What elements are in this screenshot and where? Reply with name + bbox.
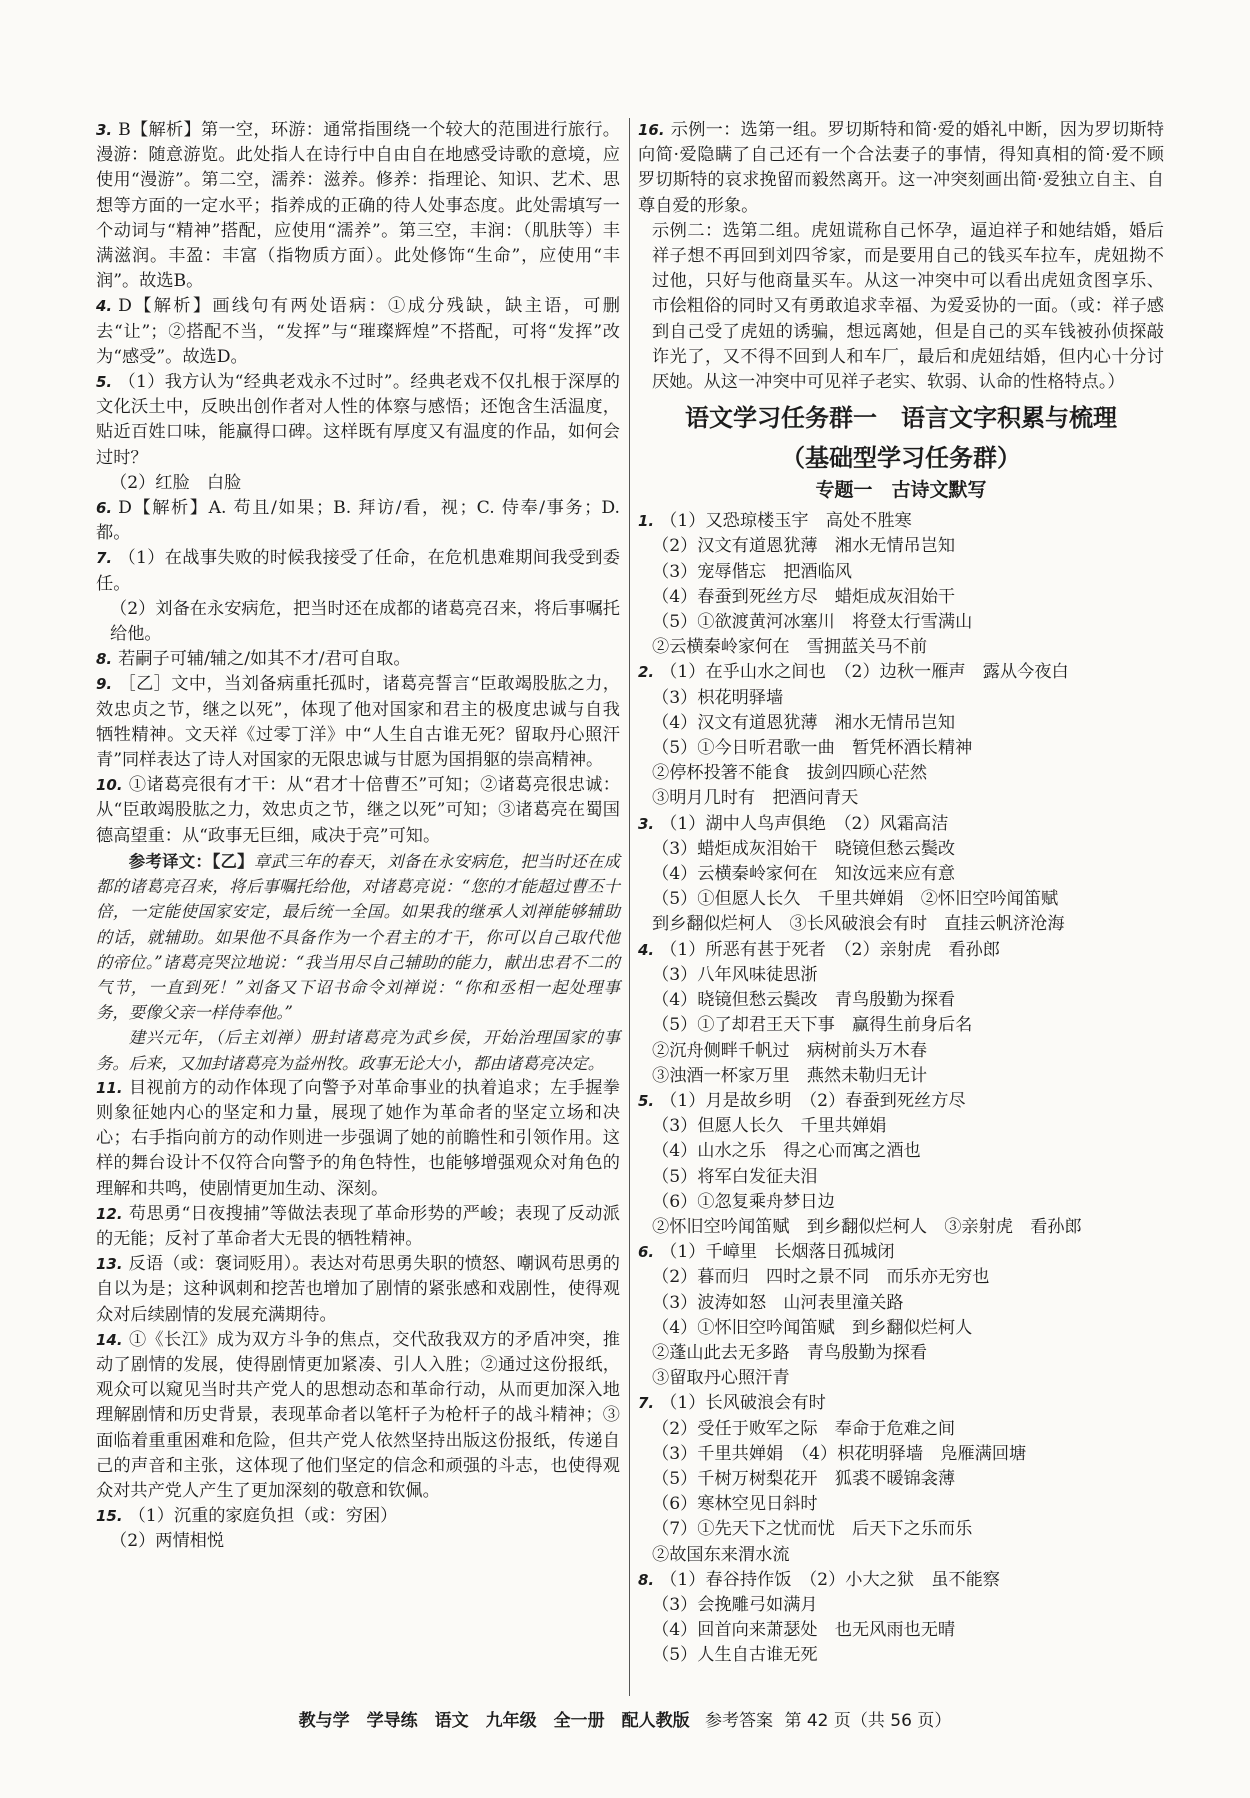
answer-text: D【解析】画线句有两处语病：①成分残缺，缺主语，可删去“让”；②搭配不当，“发挥”与“璀璨辉煌”不搭配，可将“发挥”改为“感受”。故选D。 bbox=[96, 296, 620, 367]
recitation-line: （1）湖中人鸟声俱绝 （2）风霜高洁 bbox=[660, 813, 949, 834]
recitation-line: （4）云横秦岭家何在 知汝远来应有意 bbox=[652, 864, 956, 885]
translation-label: 参考译文：【乙】 bbox=[128, 851, 254, 871]
recitation-line: ②怀旧空吟闻笛赋 到乡翻似烂柯人 ③亲射虎 看孙郎 bbox=[652, 1216, 1082, 1237]
recitation-line: （5）①欲渡黄河冰塞川 将登太行雪满山 bbox=[652, 612, 973, 633]
answer-number: 8. bbox=[638, 1570, 655, 1589]
recitation-line: ③留取丹心照汗青 bbox=[652, 1368, 790, 1389]
answer-number: 6. bbox=[638, 1243, 655, 1262]
recitation-item bbox=[638, 1240, 1164, 1391]
answer-text: 反语（或：褒词贬用）。表达对苟思勇失职的愤怒、嘲讽苟思勇的自以为是；这种讽刺和挖苦也增加了剧情的紧张感和戏剧性，使得观众对后续剧情的发展充满期待。 bbox=[96, 1254, 620, 1325]
answer-number: 8. bbox=[96, 650, 113, 669]
answer-item bbox=[96, 1202, 620, 1252]
answer-number: 1. bbox=[638, 512, 655, 531]
right-column bbox=[638, 118, 1164, 1669]
answer-subpart: （2）刘备在永安病危，把当时还在成都的诸葛亮召来，将后事嘱托给他。 bbox=[110, 598, 620, 645]
recitation-line: （1）长风破浪会有时 bbox=[660, 1393, 826, 1414]
recitation-line: （5）①今日听君歌一曲 暂凭杯酒长精神 bbox=[652, 738, 973, 759]
answer-item bbox=[96, 1328, 620, 1504]
recitation-line: （3）波涛如怒 山河表里潼关路 bbox=[652, 1292, 904, 1313]
recitation-item bbox=[638, 1391, 1164, 1567]
answer-subpart: （2）红脸 白脸 bbox=[110, 472, 242, 493]
recitation-line: （1）月是故乡明 （2）春蚕到死丝方尽 bbox=[660, 1090, 966, 1111]
recitation-line: （6）寒林空见日斜时 bbox=[652, 1494, 818, 1515]
answer-text: D【解析】A. 苟且/如果；B. 拜访/看，视；C. 侍奉/事务；D. 都。 bbox=[96, 498, 620, 544]
answer-subpart: （2）两情相悦 bbox=[110, 1531, 225, 1552]
recitation-line: ②蓬山此去无多路 青鸟殷勤为探看 bbox=[652, 1342, 928, 1363]
answer-text: ①诸葛亮很有才干：从“君才十倍曹丕”可知；②诸葛亮很忠诚：从“臣敢竭股肱之力，效忠贞之节，继之以死”可知；③诸葛亮在蜀国德高望重：从“政事无巨细，咸决于亮”可知。 bbox=[96, 775, 620, 846]
recitation-line: （3）但愿人长久 千里共婵娟 bbox=[652, 1116, 887, 1137]
page-footer bbox=[0, 1706, 1250, 1731]
recitation-line: （2）汉文有道恩犹薄 湘水无情吊岂知 bbox=[652, 536, 956, 557]
recitation-item bbox=[638, 1568, 1164, 1669]
answer-item bbox=[96, 1252, 620, 1328]
recitation-line: （3）千里共婵娟 （4）枳花明驿墙 凫雁满回塘 bbox=[652, 1443, 1027, 1464]
answer-item bbox=[96, 1504, 620, 1554]
recitation-line: ②停杯投箸不能食 拔剑四顾心茫然 bbox=[652, 763, 928, 784]
recitation-line: （3）枳花明驿墙 bbox=[652, 687, 784, 708]
recitation-line: （7）①先天下之忧而忧 后天下之乐而乐 bbox=[652, 1519, 973, 1540]
answer-item bbox=[96, 370, 620, 496]
recitation-item bbox=[638, 660, 1164, 811]
answer-number: 7. bbox=[96, 549, 113, 568]
recitation-line: （2）受任于败军之际 奉命于危难之间 bbox=[652, 1418, 956, 1439]
answer-number: 4. bbox=[96, 297, 113, 316]
answer-number: 5. bbox=[638, 1091, 655, 1110]
left-column bbox=[96, 118, 620, 1555]
answer-number: 3. bbox=[638, 814, 655, 833]
section-title-sub: （基础型学习任务群） bbox=[781, 444, 1021, 473]
answer-text: 目视前方的动作体现了向警予对革命事业的执着追求；左手握拳则象征她内心的坚定和力量，展现了她作为革命者的坚定立场和决心；右手指向前方的动作则进一步强调了她的前瞻性和引领作用。这样的舞台设计不仅符合向警予的角色特性，也能够增强观众对角色的理解和共鸣，使剧情更加生动、深刻。 bbox=[96, 1077, 620, 1199]
footer-page-number: 第 42 页（共 56 页） bbox=[784, 1711, 952, 1731]
recitation-line: ③浊酒一杯家万里 燕然未勒归无计 bbox=[652, 1065, 928, 1086]
answer-number: 15. bbox=[96, 1507, 123, 1526]
answer-item bbox=[96, 773, 620, 849]
answer-number: 4. bbox=[638, 940, 655, 959]
recitation-line: （5）人生自古谁无死 bbox=[652, 1645, 818, 1666]
answer-item bbox=[638, 118, 1164, 395]
translation-para-2: 建兴元年，（后主刘禅）册封诸葛亮为武乡侯，开始治理国家的事务。后来，又加封诸葛亮为益州牧。政事无论大小，都由诸葛亮决定。 bbox=[96, 1028, 620, 1073]
footer-section: 参考答案 bbox=[705, 1711, 774, 1731]
answer-text: 若嗣子可辅/辅之/如其不才/君可自取。 bbox=[118, 649, 411, 670]
recitation-line: （4）晓镜但愁云鬓改 青鸟殷勤为探看 bbox=[652, 990, 956, 1011]
recitation-item bbox=[638, 1089, 1164, 1240]
recitation-line: （4）回首向来萧瑟处 也无风雨也无晴 bbox=[652, 1620, 956, 1641]
recitation-line: （4）春蚕到死丝方尽 蜡炬成灰泪始干 bbox=[652, 586, 956, 607]
answer-number: 6. bbox=[96, 499, 113, 518]
recitation-line: （6）①忽复乘舟梦日边 bbox=[652, 1191, 835, 1212]
recitation-line: （5）千树万树梨花开 狐裘不暖锦衾薄 bbox=[652, 1468, 956, 1489]
answer-item bbox=[96, 496, 620, 546]
answer-number: 5. bbox=[96, 373, 113, 392]
answer-text: 示例一：选第一组。罗切斯特和简·爱的婚礼中断，因为罗切斯特向简·爱隐瞒了自己还有一个合法妻子的事情，得知真相的简·爱不顾罗切斯特的哀求挽留而毅然离开。这一冲突刻画出简·爱独立自主、自尊自爱的形象。 bbox=[638, 120, 1164, 216]
answer-number: 7. bbox=[638, 1394, 655, 1413]
recitation-line: （4）汉文有道恩犹薄 湘水无情吊岂知 bbox=[652, 712, 956, 733]
answer-text: ①《长江》成为双方斗争的焦点，交代敌我双方的矛盾冲突，推动了剧情的发展，使得剧情更加紧凑、引人入胜；②通过这份报纸，观众可以窥见当时共产党人的思想动态和革命行动，从而更加深入地理解剧情和历史背景，表现革命者以笔杆子为枪杆子的战斗精神；③面临着重重困难和危险，但共产党人依然坚持出版这份报纸，传递自己的声音和主张，这体现了他们坚定的信念和顽强的斗志，也使得观众对共产党人产生了更加深刻的敬意和钦佩。 bbox=[96, 1329, 620, 1501]
answer-item bbox=[96, 672, 620, 773]
column-divider bbox=[629, 118, 630, 1696]
recitation-line: （1）在乎山水之间也 （2）边秋一雁声 露从今夜白 bbox=[660, 662, 1069, 683]
recitation-item bbox=[638, 812, 1164, 938]
recitation-line: ②云横秦岭家何在 雪拥蓝关马不前 bbox=[652, 637, 928, 658]
recitation-line: ②故国东来渭水流 bbox=[652, 1544, 790, 1565]
recitation-line: （5）①但愿人长久 千里共婵娟 ②怀旧空吟闻笛赋 bbox=[652, 889, 1059, 910]
answer-item bbox=[96, 546, 620, 647]
footer-brand: 教与学 学导练 语文 九年级 全一册 配人教版 bbox=[298, 1711, 690, 1731]
recitation-line: （4）山水之乐 得之心而寓之酒也 bbox=[652, 1141, 921, 1162]
recitation-line: （5）将军白发征夫泪 bbox=[652, 1166, 818, 1187]
answer-item bbox=[96, 1076, 620, 1202]
recitation-line: （5）①了却君王天下事 赢得生前身后名 bbox=[652, 1015, 973, 1036]
answer-number: 16. bbox=[638, 121, 665, 139]
answer-text: （1）我方认为“经典老戏永不过时”。经典老戏不仅扎根于深厚的文化沃土中，反映出创作者对人性的体察与感悟；还饱含生活温度，贴近百姓口味，能赢得口碑。这样既有厚度又有温度的作品，如何会过时？ bbox=[96, 372, 620, 468]
translation-block bbox=[96, 849, 620, 1076]
answer-number: 10. bbox=[96, 776, 123, 795]
answer-item bbox=[96, 118, 620, 294]
recitation-line: ③明月几时有 把酒问青天 bbox=[652, 788, 859, 809]
answer-number: 2. bbox=[638, 663, 655, 682]
recitation-line: （3）八年风味徒思浙 bbox=[652, 964, 818, 985]
answer-text: ［乙］文中，当刘备病重托孤时，诸葛亮誓言“臣敢竭股肱之力，效忠贞之节，继之以死”，体现了他对国家和君主的极度忠诚与自我牺牲精神。文天祥《过零丁洋》中“人生自古谁无死？留取丹心照汗青”同样表达了诗人对国家的无限忠诚与甘愿为国捐躯的崇高精神。 bbox=[96, 674, 620, 771]
recitation-line: ②沉舟侧畔千帆过 病树前头万木春 bbox=[652, 1040, 928, 1061]
answer-item bbox=[96, 294, 620, 370]
answer-number: 14. bbox=[96, 1330, 123, 1349]
recitation-line: （1）千嶂里 长烟落日孤城闭 bbox=[660, 1242, 895, 1263]
translation-para-1 bbox=[96, 849, 620, 1025]
recitation-item bbox=[638, 938, 1164, 1089]
answer-text: （1）在战事失败的时候我接受了任命，在危机患难期间我受到委任。 bbox=[96, 548, 620, 594]
answer-item bbox=[96, 647, 620, 672]
recitation-line: （1）春谷持作饭 （2）小大之狱 虽不能察 bbox=[660, 1569, 1000, 1590]
translation-text-1: 章武三年的春天，刘备在永安病危，把当时还在成都的诸葛亮召来，将后事嘱托给他，对诸葛亮说：“您的才能超过曹丕十倍，一定能使国家安定，最后统一全国。如果我的继承人刘禅能够辅助的话，就辅助。如果他不具备作为一个君主的才干，你可以自己取代他的帝位。”诸葛亮哭泣地说：“我当用尽自己辅助的能力，献出忠君不二的气节，一直到死！”刘备又下诏书命令刘禅说：“你和丞相一起处理事务，要像父亲一样侍奉他。” bbox=[96, 851, 620, 1023]
answer-number: 3. bbox=[96, 121, 113, 139]
recitation-line: （3）宠辱偕忘 把酒临风 bbox=[652, 561, 852, 582]
recitation-line: （2）暮而归 四时之景不同 而乐亦无穷也 bbox=[652, 1267, 990, 1288]
recitation-line: 到乡翻似烂柯人 ③长风破浪会有时 直挂云帆济沧海 bbox=[652, 914, 1065, 935]
section-title: 语文学习任务群一 语言文字积累与梳理 bbox=[685, 404, 1117, 433]
section-subtitle: 专题一 古诗文默写 bbox=[815, 479, 987, 502]
answer-text: 苟思勇“日夜搜捕”等做法表现了革命形势的严峻；表现了反动派的无能；反衬了革命者大无畏的牺牲精神。 bbox=[96, 1203, 620, 1249]
answer-number: 13. bbox=[96, 1255, 123, 1274]
answer-text: B【解析】第一空，环游：通常指围绕一个较大的范围进行旅行。漫游：随意游览。此处指人在诗行中自由自在地感受诗歌的意境，应使用“漫游”。第二空，濡养：滋养。修养：指理论、知识、艺术、思想等方面的一定水平；指养成的正确的待人处事态度。此处需填写一个动词与“精神”搭配，应使用“濡养”。第三空，丰润：（肌肤等）丰满滋润。丰盈：丰富（指物质方面）。此处修饰“生命”，应使用“丰润”。故选B。 bbox=[96, 120, 620, 292]
recitation-line: （3）蜡炬成灰泪始干 晓镜但愁云鬓改 bbox=[652, 838, 956, 859]
recitation-item bbox=[638, 509, 1164, 660]
recitation-line: （4）①怀旧空吟闻笛赋 到乡翻似烂柯人 bbox=[652, 1317, 973, 1338]
answer-number: 9. bbox=[96, 675, 113, 694]
recitation-line: （1）又恐琼楼玉宇 高处不胜寒 bbox=[660, 511, 912, 532]
answer-number: 11. bbox=[96, 1078, 123, 1097]
answer-text: （1）沉重的家庭负担（或：穷困） bbox=[128, 1506, 398, 1527]
recitation-line: （1）所恶有甚于死者 （2）亲射虎 看孙郎 bbox=[660, 939, 1000, 960]
answer-paragraph: 示例二：选第二组。虎妞谎称自己怀孕，逼迫祥子和她结婚，婚后祥子想不再回到刘四爷家，而是要用自己的钱买车拉车，虎妞拗不过他，只好与他商量买车。从这一冲突中可以看出虎妞贪图享乐、市侩粗俗的同时又有勇敢追求幸福、为爱妥协的一面。（或：祥子感到自己受了虎妞的诱骗，想远离她，但是自己的买车钱被孙侦探敲诈光了，又不得不回到人和车厂，最后和虎妞结婚，但内心十分讨厌她。从这一冲突中可见祥子老实、软弱、认命的性格特点。） bbox=[652, 220, 1164, 393]
answer-number: 12. bbox=[96, 1204, 123, 1223]
recitation-line: （3）会挽雕弓如满月 bbox=[652, 1594, 818, 1615]
